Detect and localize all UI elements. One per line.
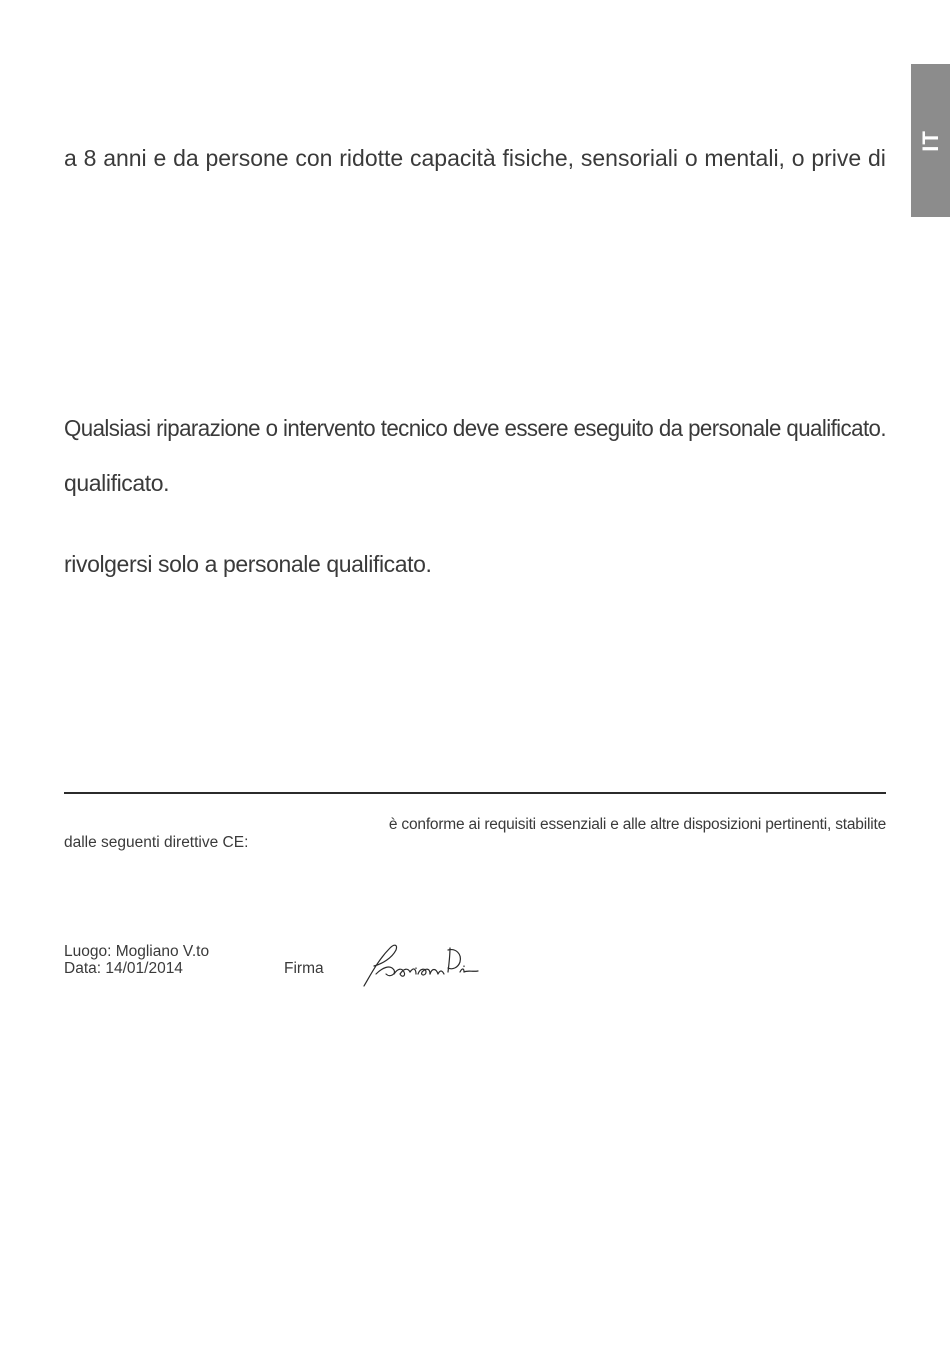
language-tab <box>911 64 950 217</box>
word: ridotte <box>339 145 404 171</box>
handwritten-signature <box>360 938 482 990</box>
section-divider <box>64 792 886 794</box>
word: di <box>868 145 886 171</box>
place-label: Luogo: Mogliano V.to <box>64 943 210 960</box>
word: sensoriali <box>580 145 679 171</box>
word: capacità <box>410 145 496 171</box>
word: 8 <box>83 145 97 171</box>
word: e <box>153 145 167 171</box>
paragraph-1 <box>64 144 886 172</box>
paragraph-3: qualificato. <box>64 470 170 496</box>
word: da <box>173 145 199 171</box>
conformity-statement: è conforme ai requisiti essenziali e alle altre disposizioni pertinenti, stabilite <box>388 816 886 833</box>
date-label: Data: 14/01/2014 <box>64 960 183 977</box>
word: con <box>295 145 333 171</box>
word: prive <box>811 145 862 171</box>
word: o <box>791 145 805 171</box>
word: a <box>64 145 77 171</box>
word: anni <box>103 145 147 171</box>
word: o <box>684 145 698 171</box>
signature-label: Firma <box>284 960 324 977</box>
word: fisiche, <box>502 145 575 171</box>
word: persone <box>205 145 289 171</box>
paragraph-2: Qualsiasi riparazione o intervento tecnico deve essere eseguito da personale qualificato. <box>64 415 886 441</box>
directives-label: dalle seguenti direttive CE: <box>64 834 249 851</box>
word: mentali, <box>704 145 785 171</box>
paragraph-4: rivolgersi solo a personale qualificato. <box>64 551 432 577</box>
language-tab-label: IT <box>917 129 943 152</box>
